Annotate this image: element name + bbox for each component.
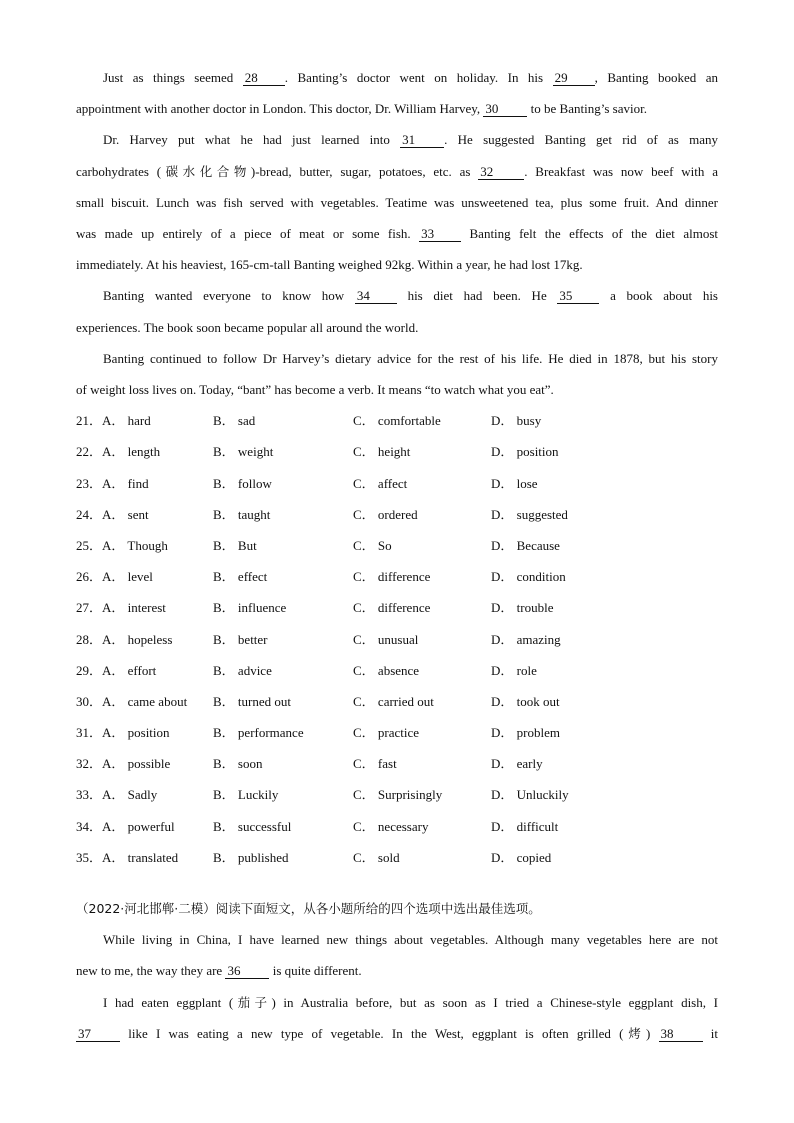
text-span: appointment with another doctor in London. This doctor, Dr. William Harvey,: [76, 101, 484, 117]
section-source-heading: （2022·河北邯郸·二模）阅读下面短文，从各小题所给的四个选项中选出最佳选项。: [76, 901, 541, 917]
option-c[interactable]: C． fast: [353, 756, 397, 772]
option-b[interactable]: B． sad: [213, 413, 256, 429]
question-number: 28．: [76, 631, 103, 647]
text-span: Banting wanted everyone to know how: [103, 288, 355, 304]
text-line: [76, 280, 718, 311]
option-b[interactable]: B． influence: [213, 600, 287, 616]
option-b[interactable]: B． successful: [213, 818, 292, 834]
question-number: 35．: [76, 849, 103, 865]
question-number: 25．: [76, 537, 103, 553]
option-d[interactable]: D． role: [491, 662, 537, 678]
text-span: . Banting’s doctor went on holiday. In his: [284, 70, 553, 85]
text-line: [76, 1018, 718, 1049]
option-d[interactable]: D． problem: [491, 725, 560, 741]
option-a[interactable]: A． interest: [102, 600, 166, 616]
option-b[interactable]: B． effect: [213, 569, 268, 585]
question-row: [76, 655, 718, 686]
question-number: 32．: [76, 756, 103, 772]
text-line: immediately. At his heaviest, 165-cm-tall Banting weighed 92kg. Within a year, he had lost 17kg.: [76, 257, 583, 273]
text-line: small biscuit. Lunch was fish served with vegetables. Teatime was unsweetened tea, plus some fruit. And dinner: [76, 194, 718, 210]
passage1-paragraph-3: [76, 280, 718, 342]
option-d[interactable]: D． amazing: [491, 631, 561, 647]
question-number: 29．: [76, 662, 103, 678]
question-number: 30．: [76, 693, 103, 709]
question-row: [76, 811, 718, 842]
option-a[interactable]: A． powerful: [102, 818, 175, 834]
question-row: [76, 468, 718, 499]
blank-30: 30: [483, 102, 527, 117]
option-d[interactable]: D． trouble: [491, 600, 554, 616]
option-a[interactable]: A． hopeless: [102, 631, 173, 647]
option-a[interactable]: A． came about: [102, 693, 188, 709]
option-d[interactable]: D． early: [491, 756, 543, 772]
option-b[interactable]: B． soon: [213, 756, 263, 772]
blank-37: 37: [76, 1027, 120, 1042]
question-row: [76, 530, 718, 561]
option-d[interactable]: D． Unluckily: [491, 787, 569, 803]
blank-29: 29: [553, 71, 595, 86]
text-span: like I was eating a new type of vegetable. In the West, eggplant is often grilled (: [120, 1025, 624, 1041]
text-line: While living in China, I have learned new things about vegetables. Although many vegetables here are not: [103, 932, 718, 948]
option-a[interactable]: A． translated: [102, 849, 179, 865]
question-number: 33．: [76, 787, 103, 803]
option-c[interactable]: C． difference: [353, 569, 431, 585]
blank-28: 28: [243, 71, 285, 86]
text-line: [76, 124, 718, 155]
blank-36: 36: [225, 964, 269, 979]
question-number: 23．: [76, 475, 103, 491]
question-row: [76, 405, 718, 436]
passage2-paragraph-1: [76, 924, 718, 986]
option-d[interactable]: D． Because: [491, 537, 560, 553]
option-a[interactable]: A． find: [102, 475, 149, 491]
text-span: Dr. Harvey put what he had just learned into: [103, 132, 401, 148]
question-number: 31．: [76, 725, 103, 741]
option-c[interactable]: C． unusual: [353, 631, 419, 647]
text-span: to be Banting’s savior.: [527, 101, 647, 117]
text-span: ): [645, 1025, 659, 1041]
option-b[interactable]: B． better: [213, 631, 268, 647]
question-row: [76, 436, 718, 467]
text-line: [76, 93, 718, 124]
text-line: [76, 218, 718, 249]
text-span: )-bread, butter, sugar, potatoes, etc. as: [250, 163, 479, 179]
option-d[interactable]: D． difficult: [491, 818, 559, 834]
option-d[interactable]: D． position: [491, 444, 559, 460]
option-a[interactable]: A． Though: [102, 537, 168, 553]
text-line: [76, 156, 718, 187]
option-a[interactable]: A． Sadly: [102, 787, 158, 803]
option-a[interactable]: A． possible: [102, 756, 171, 772]
blank-34: 34: [355, 289, 397, 304]
text-span: carbohydrates (: [76, 163, 162, 179]
option-c[interactable]: C． affect: [353, 475, 408, 491]
option-b[interactable]: B． But: [213, 537, 257, 553]
option-c[interactable]: C． necessary: [353, 818, 429, 834]
option-a[interactable]: A． hard: [102, 413, 151, 429]
question-row: [76, 779, 718, 810]
option-c[interactable]: C． So: [353, 537, 392, 553]
passage2-paragraph-2: [76, 987, 718, 1049]
text-span: ) in Australia before, but as soon as I tried a Chinese-style eggplant dish, I: [271, 994, 718, 1010]
option-b[interactable]: B． follow: [213, 475, 272, 491]
document-page: [76, 62, 718, 1049]
blank-35: 35: [557, 289, 599, 304]
option-d[interactable]: D． condition: [491, 569, 566, 585]
question-row: [76, 561, 718, 592]
text-line: [76, 987, 718, 1018]
option-a[interactable]: A． level: [102, 569, 153, 585]
text-line: [76, 62, 718, 93]
option-a[interactable]: A． sent: [102, 506, 149, 522]
option-d[interactable]: D． took out: [491, 693, 560, 709]
passage1-paragraph-2: [76, 124, 718, 280]
text-span: it: [702, 1025, 718, 1041]
option-a[interactable]: A． effort: [102, 662, 157, 678]
blank-31: 31: [400, 133, 444, 148]
question-row: [76, 592, 718, 623]
option-c[interactable]: C． comfortable: [353, 413, 441, 429]
option-a[interactable]: A． length: [102, 444, 161, 460]
option-d[interactable]: D． copied: [491, 849, 552, 865]
option-c[interactable]: C． Surprisingly: [353, 787, 443, 803]
text-span: was made up entirely of a piece of meat or some fish.: [76, 226, 420, 242]
option-d[interactable]: D． lose: [491, 475, 538, 491]
chinese-gloss: 茄子: [233, 994, 272, 1010]
question-row: [76, 717, 718, 748]
text-span: his diet had been. He: [396, 288, 558, 304]
passage1-paragraph-4: [76, 343, 718, 405]
option-b[interactable]: B． published: [213, 849, 289, 865]
text-line: [76, 955, 718, 986]
text-line: Banting continued to follow Dr Harvey’s dietary advice for the rest of his life. He died in 1878, but his story: [103, 350, 718, 366]
text-span: Banting felt the effects of the diet almost: [461, 226, 718, 242]
text-line: of weight loss lives on. Today, “bant” has become a verb. It means “to watch what you eat”.: [76, 382, 554, 398]
question-number: 22．: [76, 444, 103, 460]
question-row: [76, 842, 718, 873]
question-number: 27．: [76, 600, 103, 616]
blank-33: 33: [419, 227, 461, 242]
question-row: [76, 499, 718, 530]
question-row: [76, 686, 718, 717]
option-d[interactable]: D． busy: [491, 413, 542, 429]
option-c[interactable]: C． carried out: [353, 693, 434, 709]
passage1-paragraph-1: [76, 62, 718, 124]
option-c[interactable]: C． absence: [353, 662, 420, 678]
option-c[interactable]: C． difference: [353, 600, 431, 616]
option-d[interactable]: D． suggested: [491, 506, 568, 522]
question-number: 21．: [76, 413, 103, 429]
option-b[interactable]: B． advice: [213, 662, 272, 678]
text-span: Just as things seemed: [103, 70, 243, 85]
option-c[interactable]: C． practice: [353, 725, 420, 741]
option-c[interactable]: C． ordered: [353, 506, 418, 522]
text-span: new to me, the way they are: [76, 963, 226, 979]
option-b[interactable]: B． turned out: [213, 693, 291, 709]
option-b[interactable]: B． taught: [213, 506, 271, 522]
text-span: . He suggested Banting get rid of as many: [444, 132, 718, 148]
question-number: 24．: [76, 506, 103, 522]
blank-38: 38: [659, 1027, 703, 1042]
text-span: a book about his: [599, 288, 718, 304]
option-a[interactable]: A． position: [102, 725, 170, 741]
question-number: 34．: [76, 818, 103, 834]
text-line: experiences. The book soon became popular all around the world.: [76, 319, 419, 335]
option-c[interactable]: C． height: [353, 444, 411, 460]
option-b[interactable]: B． Luckily: [213, 787, 279, 803]
text-span: . Breakfast was now beef with a: [524, 163, 718, 179]
options-list: [76, 405, 718, 873]
text-span: , Banting booked an: [594, 70, 718, 85]
chinese-gloss: 碳水化合物: [161, 163, 251, 179]
text-span: is quite different.: [269, 963, 362, 979]
option-c[interactable]: C． sold: [353, 849, 400, 865]
chinese-gloss: 烤: [623, 1025, 646, 1041]
question-row: [76, 748, 718, 779]
question-row: [76, 624, 718, 655]
question-number: 26．: [76, 569, 103, 585]
option-b[interactable]: B． performance: [213, 725, 304, 741]
option-b[interactable]: B． weight: [213, 444, 274, 460]
blank-32: 32: [478, 165, 524, 180]
text-span: I had eaten eggplant (: [103, 994, 234, 1010]
